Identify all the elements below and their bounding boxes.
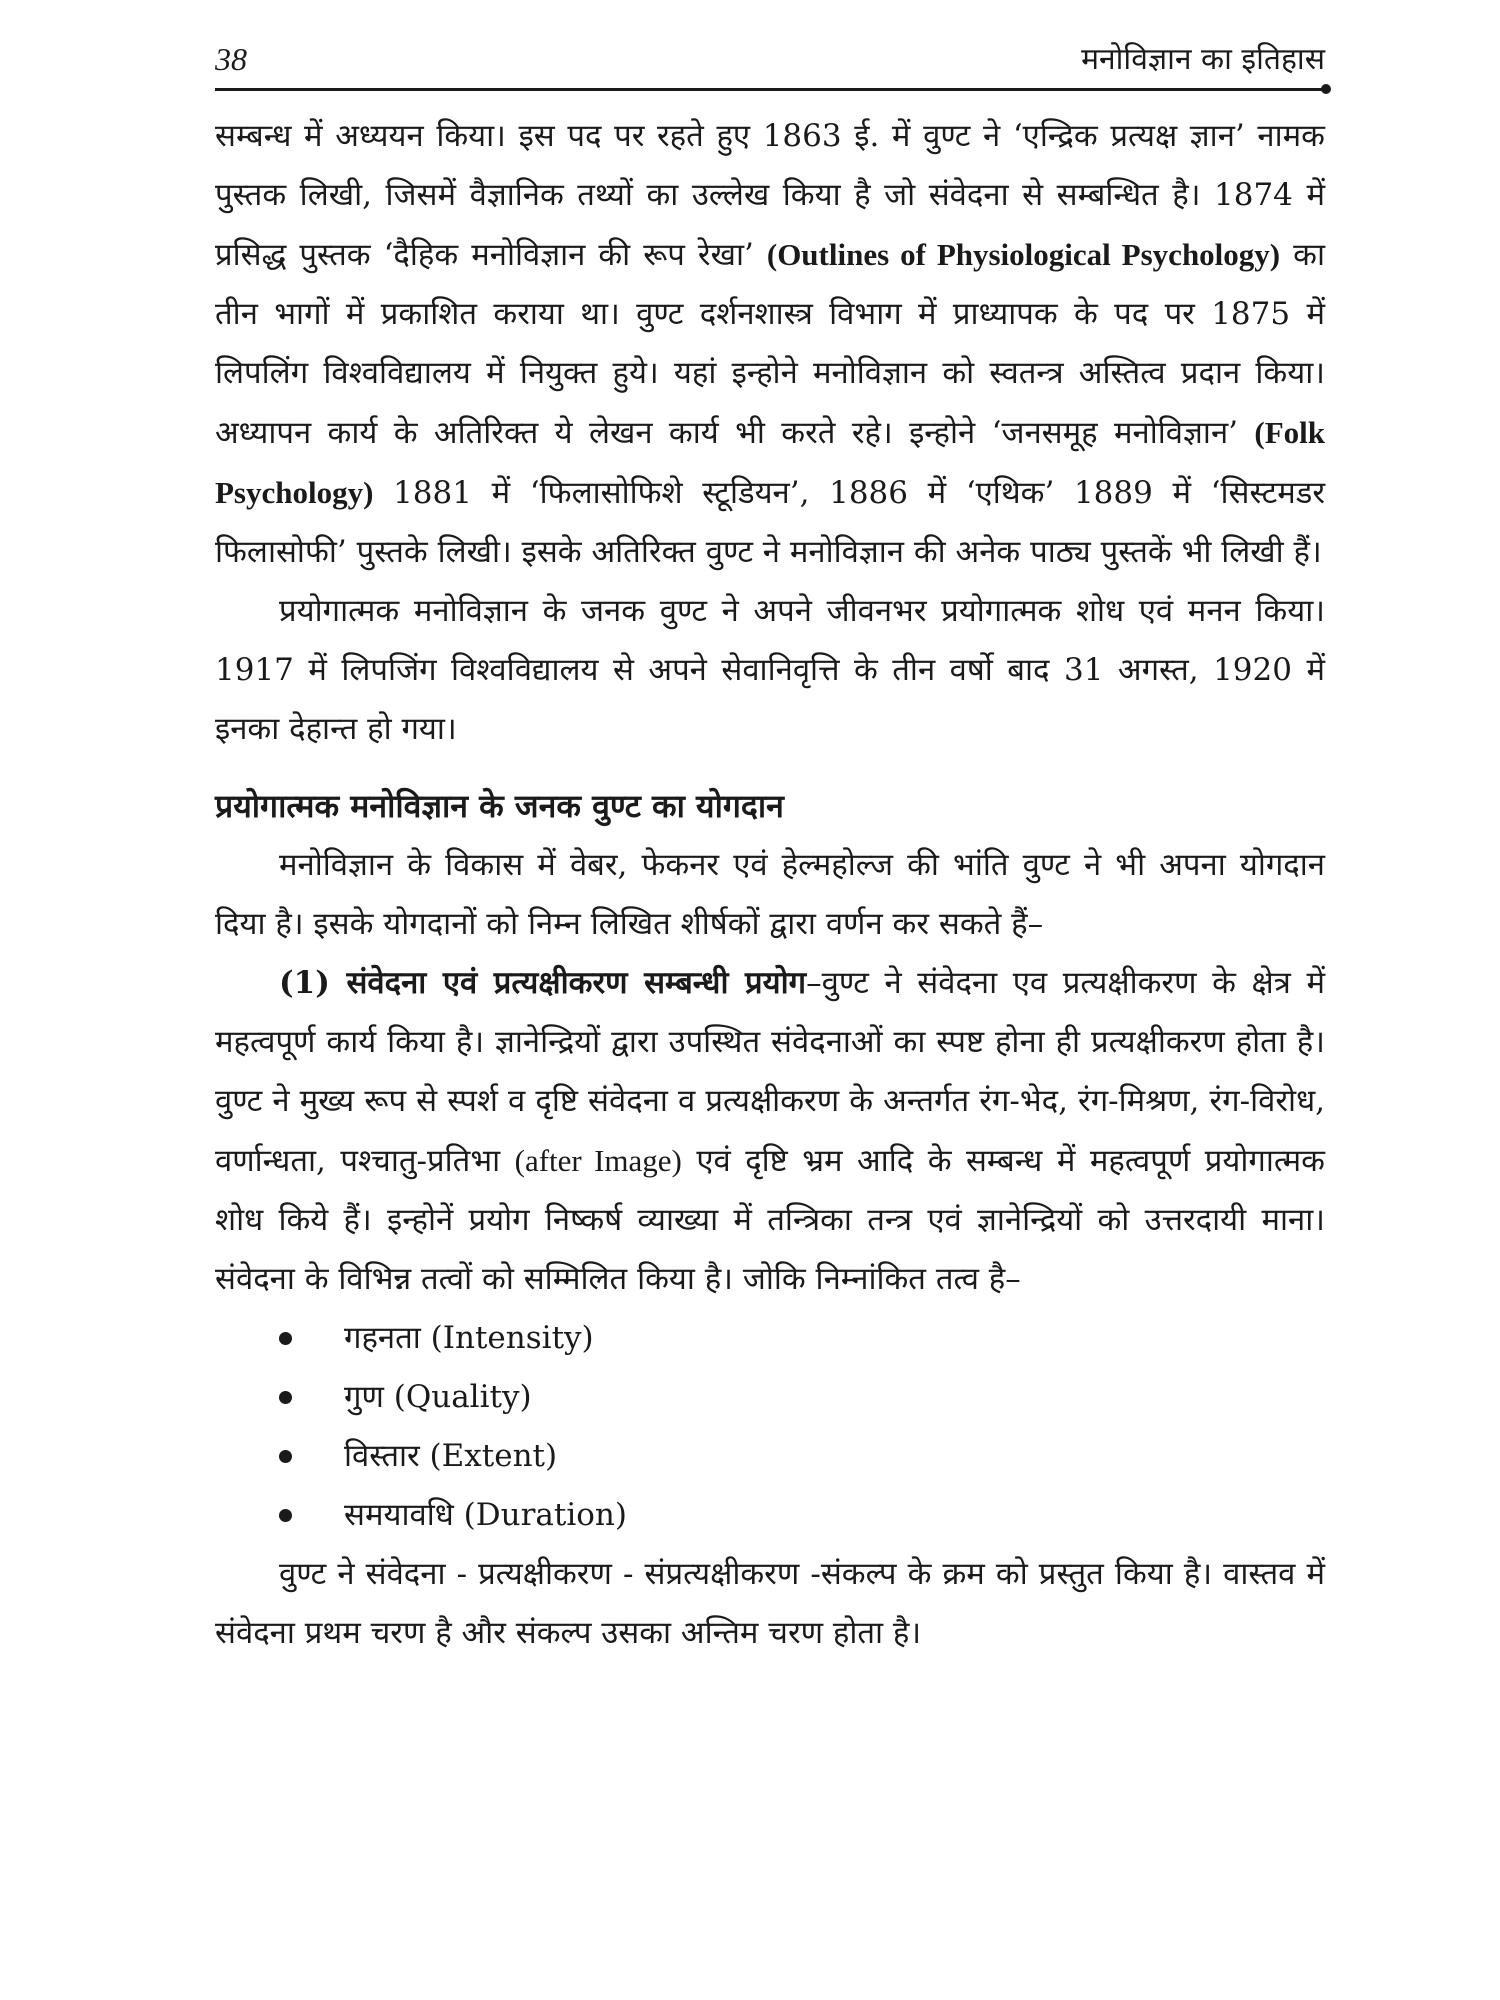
header-rule [215,88,1325,91]
paragraph-sensation-perception [215,954,1325,1309]
paragraph-wundt-death: प्रयोगात्मक मनोविज्ञान के जनक वुण्ट ने अपने जीवनभर प्रयोगात्मक शोध एवं मनन किया। 1917 में लिपजिंग विश्वविद्यालय से अपने सेवानिवृत्ति के तीन वर्षो बाद 31 अगस्त, 1920 में इनका देहान्त हो गया। [215,593,1325,747]
paragraph-wundt-publications [215,107,1325,582]
list-item-text: विस्तार (Extent) [344,1438,558,1474]
para1-text-b: का तीन भागों में प्रकाशित कराया था। वुण्ट दर्शनशास्त्र विभाग में प्राध्यापक के पद पर 1875 में लिपलिंग विश्वविद्यालय में नियुक्त हुये। यहां इन्होने मनोविज्ञान को स्वतन्त्र अस्तित्व प्रदान किया। अध्यापन कार्य के अतिरिक्त ये लेखन कार्य भी करते रहे। इन्होने ‘जनसमूह मनोविज्ञान’ [215,237,1325,451]
list-item [279,1368,1325,1427]
para4-english-after-image: (after Image) [514,1143,682,1178]
list-item-text: समयावधि (Duration) [344,1497,627,1533]
running-title: मनोविज्ञान का इतिहास [1081,42,1325,77]
bullet-icon [279,1391,292,1404]
sensation-elements-list [215,1309,1325,1545]
list-item-text: गहनता (Intensity) [344,1320,594,1356]
para1-english-title-outlines: (Outlines of Physiological Psychology) [766,237,1281,272]
paragraph-contributions-intro: मनोविज्ञान के विकास में वेबर, फेकनर एवं हेल्महोल्ज की भांति वुण्ट ने भी अपना योगदान दिया है। इसके योगदानों को निम्न लिखित शीर्षकों द्वारा वर्णन कर सकते हैं– [215,847,1325,942]
para1-text-a: सम्बन्ध में अध्ययन किया। इस पद पर रहते हुए 1863 ई. में वुण्ट ने ‘एन्द्रिक प्रत्यक्ष ज्ञान’ नामक पुस्तक लिखी, जिसमें वैज्ञानिक तथ्यों का उल्लेख किया है जो संवेदना से सम्बन्धित है। 1874 में प्रसिद्ध पुस्तक ‘दैहिक मनोविज्ञान की रूप रेखा’ [215,118,1325,273]
list-item [279,1427,1325,1486]
bullet-icon [279,1509,292,1522]
para1-english-title-folk: (Folk Psychology) [215,415,1325,510]
para1-text-c: 1881 में ‘फिलासोफिशे स्टूडियन’, 1886 में ‘एथिक’ 1889 में ‘सिस्टमडर फिलासोफी’ पुस्तके लिखी। इसके अतिरिक्त वुण्ट ने मनोविज्ञान की अनेक पाठ्य पुस्तकें भी लिखी हैं। [215,475,1325,570]
page-number: 38 [215,41,247,77]
running-head [215,30,1325,78]
list-item [279,1486,1325,1545]
section-heading: प्रयोगात्मक मनोविज्ञान के जनक वुण्ट का योगदान [215,787,784,825]
bullet-icon [279,1332,292,1345]
bullet-icon [279,1450,292,1463]
para4-text-a: –वुण्ट ने संवेदना एव प्रत्यक्षीकरण के क्षेत्र में महत्वपूर्ण कार्य किया है। ज्ञानेन्द्रियों द्वारा उपस्थित संवेदनाओं का स्पष्ट होना ही प्रत्यक्षीकरण होता है। वुण्ट ने मुख्य रूप से स्पर्श व दृष्टि संवेदना व प्रत्यक्षीकरण के अन्तर्गत रंग-भेद, रंग-मिश्रण, रंग-विरोध, वर्णान्धता, पश्चातु-प्रतिभा [215,965,1325,1179]
book-page [215,30,1325,1663]
list-item-text: गुण (Quality) [344,1379,532,1415]
para4-text-b: एवं दृष्टि भ्रम आदि के सम्बन्ध में महत्वपूर्ण प्रयोगात्मक शोध किये हैं। इन्होनें प्रयोग निष्कर्ष व्याख्या में तन्त्रिका तन्त्र एवं ज्ञानेन्द्रियों को उत्तरदायी माना। संवेदना के विभिन्न तत्वों को सम्मिलित किया है। जोकि निम्नांकित तत्व है– [215,1143,1325,1297]
list-item [279,1309,1325,1368]
paragraph-sequence: वुण्ट ने संवेदना - प्रत्यक्षीकरण - संप्रत्यक्षीकरण -संकल्प के क्रम को प्रस्तुत किया है। वास्तव में संवेदना प्रथम चरण है और संकल्प उसका अन्तिम चरण होता है। [215,1556,1325,1651]
subheading-sensation-perception: (1) संवेदना एवं प्रत्यक्षीकरण सम्बन्धी प्रयोग [279,965,807,1001]
